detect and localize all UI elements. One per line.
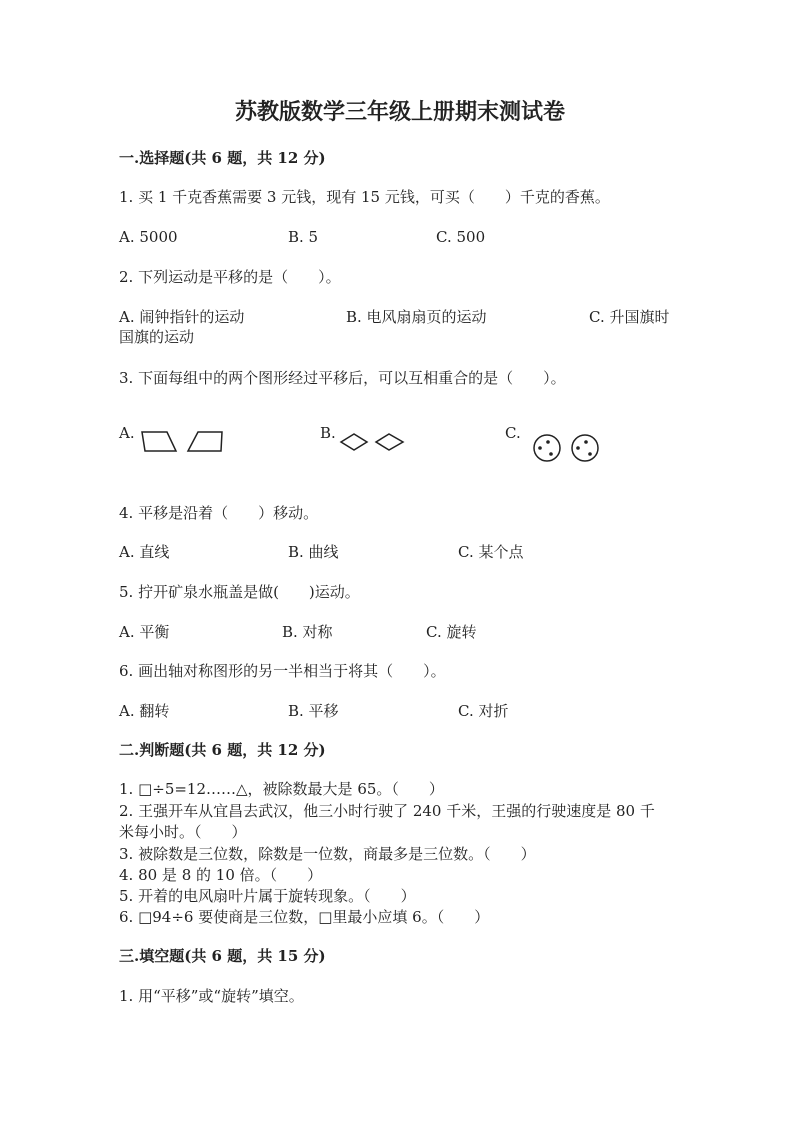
question-2-option-b: B. 电风扇扇页的运动 (346, 308, 487, 326)
judge-line-4: 4. 80 是 8 的 10 倍。（ ） (119, 866, 323, 884)
fill-question-1: 1. 用“平移”或“旋转”填空。 (119, 987, 304, 1005)
judge-line-1: 1. □÷5=12……△，被除数最大是 65。（ ） (119, 780, 444, 798)
question-6: 6. 画出轴对称图形的另一半相当于将其（ ）。 (119, 662, 446, 680)
judge-line-2-wrap: 米每小时。（ ） (119, 823, 247, 841)
question-3-option-a: A. (119, 424, 135, 442)
question-4: 4. 平移是沿着（ ）移动。 (119, 504, 319, 522)
judge-line-3: 3. 被除数是三位数，除数是一位数，商最多是三位数。（ ） (119, 845, 536, 863)
question-4-option-c: C. 某个点 (458, 543, 524, 561)
section-heading-fill: 三.填空题(共 6 题，共 15 分) (119, 947, 326, 965)
section-heading-choice: 一.选择题(共 6 题，共 12 分) (119, 149, 326, 167)
question-3-option-c: C. (505, 424, 521, 442)
question-4-option-b: B. 曲线 (288, 543, 339, 561)
question-5-option-c: C. 旋转 (426, 623, 477, 641)
dotted-circle-pair-figure (530, 433, 604, 463)
judge-line-6: 6. □94÷6 要使商是三位数，□里最小应填 6。（ ） (119, 908, 490, 926)
question-1: 1. 买 1 千克香蕉需要 3 元钱，现有 15 元钱，可买（ ）千克的香蕉。 (119, 188, 610, 206)
question-6-option-c: C. 对折 (458, 702, 509, 720)
question-1-option-a: A. 5000 (119, 228, 178, 246)
judge-line-5: 5. 开着的电风扇叶片属于旋转现象。（ ） (119, 887, 416, 905)
rhombus-pair-figure (339, 432, 407, 452)
page-title: 苏教版数学三年级上册期末测试卷 (234, 99, 565, 125)
question-6-option-b: B. 平移 (288, 702, 339, 720)
question-2: 2. 下列运动是平移的是（ ）。 (119, 268, 341, 286)
judge-line-2: 2. 王强开车从宜昌去武汉，他三小时行驶了 240 千米，王强的行驶速度是 80 千 (119, 802, 655, 820)
question-2-option-a: A. 闹钟指针的运动 (119, 308, 245, 326)
question-5-option-b: B. 对称 (282, 623, 333, 641)
question-1-option-c: C. 500 (436, 228, 486, 246)
question-5: 5. 拧开矿泉水瓶盖是做( )运动。 (119, 583, 360, 601)
question-4-option-a: A. 直线 (119, 543, 170, 561)
question-2-option-c: C. 升国旗时 (589, 308, 670, 326)
trapezoid-pair-figure (139, 428, 225, 454)
question-5-option-a: A. 平衡 (119, 623, 170, 641)
question-1-option-b: B. 5 (288, 228, 319, 246)
question-2-option-c-wrap: 国旗的运动 (119, 328, 195, 346)
question-3: 3. 下面每组中的两个图形经过平移后，可以互相重合的是（ ）。 (119, 369, 566, 387)
section-heading-judge: 二.判断题(共 6 题，共 12 分) (119, 741, 326, 759)
question-6-option-a: A. 翻转 (119, 702, 170, 720)
question-3-option-b: B. (320, 424, 336, 442)
